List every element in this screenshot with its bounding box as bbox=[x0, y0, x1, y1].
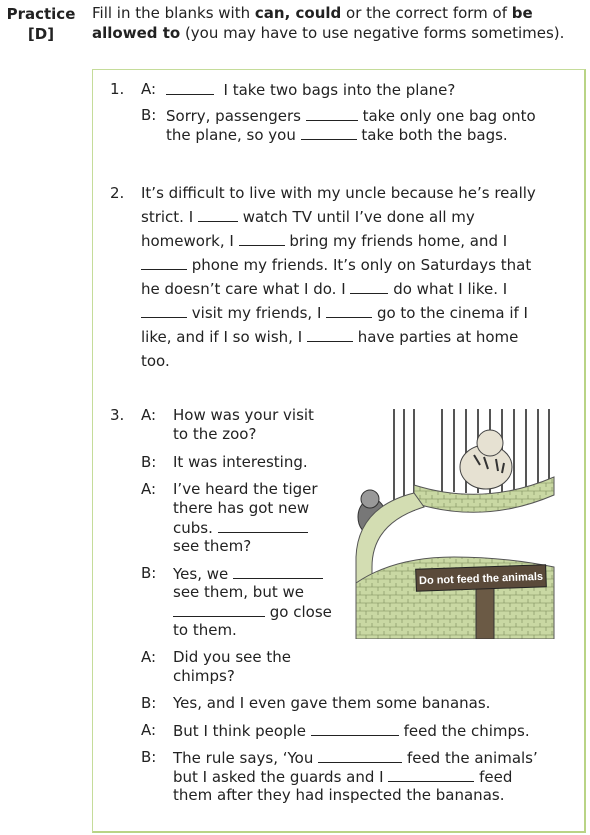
q3-text: to them. bbox=[173, 621, 237, 639]
q1-b-line bbox=[166, 106, 536, 126]
speaker-a: A: bbox=[141, 480, 157, 498]
q3-line bbox=[173, 721, 530, 741]
q2-text: do what I like. I bbox=[393, 280, 508, 298]
q2-text: phone my friends. It’s only on Saturdays that bbox=[191, 256, 532, 274]
q3-text: there has got new bbox=[173, 499, 310, 517]
q1-b-text: take both the bags. bbox=[361, 126, 508, 144]
q1-a-line bbox=[166, 80, 455, 100]
speaker-a: A: bbox=[141, 406, 157, 424]
speaker-a: A: bbox=[141, 648, 157, 666]
q3-text: But I think people bbox=[173, 722, 307, 740]
q3-text: see them? bbox=[173, 537, 252, 555]
blank[interactable] bbox=[198, 207, 238, 222]
q3-text: Yes, and I even gave them some bananas. bbox=[173, 694, 491, 712]
q2-line bbox=[141, 325, 518, 349]
q3-text: How was your visit bbox=[173, 406, 314, 424]
q3-text: It was interesting. bbox=[173, 453, 308, 471]
q2-line bbox=[141, 229, 507, 253]
q3-line bbox=[173, 748, 538, 768]
question-1 bbox=[110, 80, 580, 150]
blank[interactable] bbox=[326, 303, 372, 318]
q2-line bbox=[141, 205, 475, 229]
blank[interactable] bbox=[141, 303, 187, 318]
q1-b-text: Sorry, passengers bbox=[166, 107, 301, 125]
blank[interactable] bbox=[318, 748, 402, 763]
q3-text: Did you see the bbox=[173, 648, 291, 666]
speaker-b: B: bbox=[141, 694, 157, 712]
blank[interactable] bbox=[301, 125, 357, 140]
practice-label bbox=[4, 4, 78, 44]
speaker-a: A: bbox=[141, 80, 157, 98]
practice-code: [D] bbox=[27, 25, 55, 43]
q2-text: have parties at home bbox=[357, 328, 519, 346]
q3-text: cubs. bbox=[173, 519, 213, 537]
instr-text: Fill in the blanks with bbox=[92, 4, 255, 22]
zoo-cage-drawing bbox=[354, 407, 556, 639]
q2-text: he doesn’t care what I do. I bbox=[141, 280, 346, 298]
q3-text: Yes, we bbox=[173, 565, 229, 583]
zoo-illustration bbox=[354, 407, 556, 639]
q3-text: feed bbox=[479, 768, 513, 786]
q2-text: go to the cinema if I bbox=[376, 304, 528, 322]
q3-line bbox=[173, 602, 332, 622]
q3-text: go close bbox=[269, 603, 332, 621]
question-number: 3. bbox=[110, 406, 125, 424]
speaker-b: B: bbox=[141, 748, 157, 766]
q1-b-text: the plane, so you bbox=[166, 126, 296, 144]
q3-text: The rule says, ‘You bbox=[173, 749, 314, 767]
instr-text: (you may have to use negative forms sometimes). bbox=[180, 23, 565, 42]
q3-line bbox=[173, 518, 308, 538]
blank[interactable] bbox=[218, 518, 308, 533]
question-2 bbox=[110, 181, 580, 377]
q2-text: homework, I bbox=[141, 232, 234, 250]
q3-text: feed the animals’ bbox=[406, 749, 538, 767]
blank[interactable] bbox=[306, 106, 358, 121]
q2-text: visit my friends, I bbox=[191, 304, 322, 322]
blank[interactable] bbox=[388, 767, 474, 782]
blank[interactable] bbox=[239, 231, 285, 246]
blank[interactable] bbox=[173, 602, 265, 617]
q3-line bbox=[173, 767, 512, 787]
q2-text: watch TV until I’ve done all my bbox=[242, 208, 475, 226]
tiger-figure bbox=[460, 430, 512, 489]
q3-text: them after they had inspected the bananas. bbox=[173, 786, 505, 804]
q2-line: It’s difficult to live with my uncle because he’s really bbox=[141, 184, 536, 202]
instr-text: or the correct form of bbox=[341, 4, 512, 22]
q2-line bbox=[141, 253, 531, 277]
q3-text: to the zoo? bbox=[173, 425, 257, 443]
blank[interactable] bbox=[311, 721, 399, 736]
q3-text: see them, but we bbox=[173, 583, 304, 601]
question-number: 1. bbox=[110, 80, 125, 98]
speaker-a: A: bbox=[141, 721, 157, 739]
blank[interactable] bbox=[233, 564, 323, 579]
q3-text: feed the chimps. bbox=[403, 722, 530, 740]
q2-line bbox=[141, 301, 528, 325]
blank[interactable] bbox=[166, 80, 214, 95]
blank[interactable] bbox=[307, 327, 353, 342]
speaker-b: B: bbox=[141, 106, 157, 124]
blank[interactable] bbox=[141, 255, 187, 270]
q2-line bbox=[141, 277, 507, 301]
blank[interactable] bbox=[350, 279, 388, 294]
speaker-b: B: bbox=[141, 453, 157, 471]
q2-line: too. bbox=[141, 352, 170, 370]
q2-text: strict. I bbox=[141, 208, 194, 226]
q3-line bbox=[173, 564, 323, 584]
q1-a-text: I take two bags into the plane? bbox=[223, 81, 456, 99]
speaker-b: B: bbox=[141, 564, 157, 582]
q2-text: like, and if I so wish, I bbox=[141, 328, 303, 346]
q3-text: but I asked the guards and I bbox=[173, 768, 384, 786]
q2-text: bring my friends home, and I bbox=[289, 232, 508, 250]
practice-title: Practice bbox=[6, 5, 76, 23]
q3-text: chimps? bbox=[173, 667, 235, 685]
question-number: 2. bbox=[110, 184, 125, 202]
q3-text: I’ve heard the tiger bbox=[173, 480, 318, 498]
instructions bbox=[92, 4, 584, 43]
instr-bold: can, could bbox=[254, 4, 342, 22]
sign-text: Do not feed the animals bbox=[418, 570, 544, 588]
q1-b-line-2 bbox=[166, 125, 508, 145]
q1-b-text: take only one bag onto bbox=[362, 107, 536, 125]
instr-bold: be allowed to bbox=[92, 4, 533, 42]
